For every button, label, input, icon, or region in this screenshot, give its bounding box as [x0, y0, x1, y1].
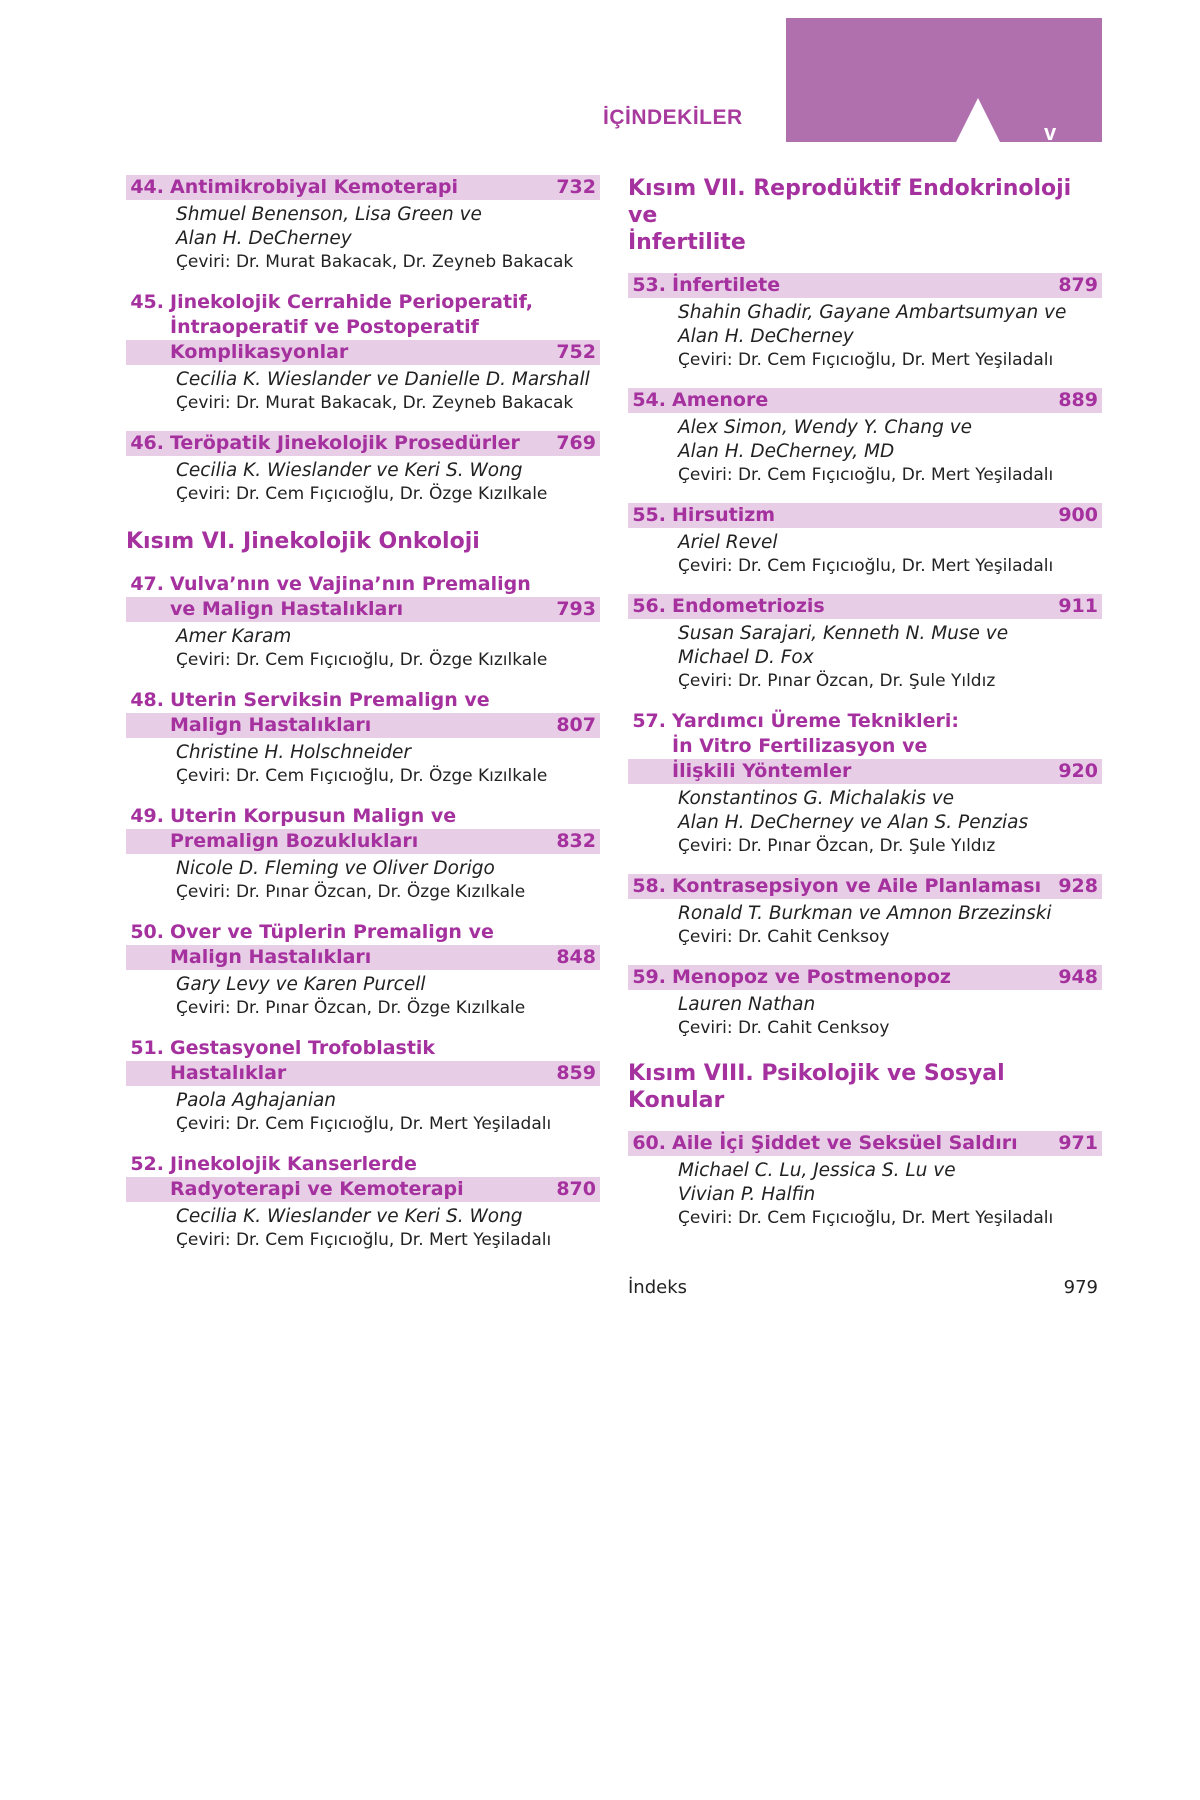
- chapter-title-row[interactable]: [126, 1152, 600, 1177]
- chapter-authors: Cecilia K. Wieslander ve Keri S. Wong: [176, 460, 523, 481]
- chapter-title-row[interactable]: [126, 340, 600, 365]
- toc-entry-47[interactable]: [126, 572, 600, 672]
- chapter-number: 48.: [130, 689, 164, 711]
- chapter-number: 60.: [632, 1132, 666, 1154]
- chapter-number: 59.: [632, 966, 666, 988]
- chapter-number: 54.: [632, 389, 666, 411]
- toc-entry-50[interactable]: [126, 920, 600, 1020]
- chapter-title-row[interactable]: [628, 1131, 1102, 1156]
- toc-entry-55[interactable]: [628, 503, 1102, 578]
- chapter-number: 46.: [130, 432, 164, 454]
- chapter-title: Endometriozis: [672, 595, 825, 617]
- chapter-title-row[interactable]: [126, 572, 600, 597]
- chapter-title: Teröpatik Jinekolojik Prosedürler: [170, 432, 520, 454]
- part-heading: [628, 175, 1102, 256]
- chapter-authors: Michael D. Fox: [678, 647, 814, 668]
- chapter-title-row[interactable]: [126, 290, 600, 315]
- chapter-title-row[interactable]: [628, 594, 1102, 619]
- chapter-title: Amenore: [672, 389, 769, 411]
- chapter-number: 44.: [130, 176, 164, 198]
- toc-entry-45[interactable]: [126, 290, 600, 415]
- chapter-authors: Vivian P. Halfin: [678, 1184, 816, 1205]
- toc-entry-49[interactable]: [126, 804, 600, 904]
- chapter-page: 948: [1058, 966, 1098, 988]
- chapter-title: Malign Hastalıkları: [170, 946, 372, 968]
- chapter-title: Hirsutizm: [672, 504, 776, 526]
- chapter-authors: Susan Sarajari, Kenneth N. Muse ve: [678, 623, 1009, 644]
- chapter-translators: Çeviri: Dr. Pınar Özcan, Dr. Özge Kızılkale: [176, 998, 526, 1018]
- chapter-title: Komplikasyonlar: [170, 341, 349, 363]
- chapter-translators: Çeviri: Dr. Pınar Özcan, Dr. Özge Kızılkale: [176, 882, 526, 902]
- chapter-page: 859: [556, 1062, 596, 1084]
- toc-entry-52[interactable]: [126, 1152, 600, 1252]
- chapter-authors: Nicole D. Fleming ve Oliver Dorigo: [176, 858, 495, 879]
- chapter-title: Radyoterapi ve Kemoterapi: [170, 1178, 464, 1200]
- chapter-number: 50.: [130, 921, 164, 943]
- chapter-title-row[interactable]: [126, 1061, 600, 1086]
- chapter-translators: Çeviri: Dr. Cem Fıçıcıoğlu, Dr. Mert Yeşiladalı: [678, 556, 1054, 576]
- toc-entry-53[interactable]: [628, 273, 1102, 372]
- chapter-translators: Çeviri: Dr. Cem Fıçıcıoğlu, Dr. Mert Yeşiladalı: [678, 350, 1054, 370]
- part-heading: Kısım VIII. Psikolojik ve Sosyal Konular: [628, 1061, 1005, 1113]
- chapter-title-row[interactable]: [628, 709, 1102, 734]
- chapter-title: İlişkili Yöntemler: [672, 760, 852, 782]
- chapter-translators: Çeviri: Dr. Cem Fıçıcıoğlu, Dr. Özge Kızılkale: [176, 484, 548, 504]
- chapter-authors: Alex Simon, Wendy Y. Chang ve: [678, 417, 973, 438]
- toc-entry-51[interactable]: [126, 1036, 600, 1136]
- chapter-authors: Shmuel Benenson, Lisa Green ve: [176, 204, 482, 225]
- chapter-number: 57.: [632, 710, 666, 732]
- chapter-authors: Ronald T. Burkman ve Amnon Brzezinski: [678, 903, 1052, 924]
- chapter-title: Aile İçi Şiddet ve Seksüel Saldırı: [672, 1132, 1018, 1154]
- toc-entry-44[interactable]: [126, 175, 600, 274]
- chapter-authors: Gary Levy ve Karen Purcell: [176, 974, 426, 995]
- chapter-page: 870: [556, 1178, 596, 1200]
- chapter-authors: Paola Aghajanian: [176, 1090, 337, 1111]
- chapter-page: 920: [1058, 760, 1098, 782]
- chapter-title-row[interactable]: [126, 920, 600, 945]
- chapter-title: Jinekolojik Cerrahide Perioperatif,: [170, 291, 534, 313]
- page-title: İÇİNDEKİLER: [603, 106, 743, 129]
- chapter-authors: Alan H. DeCherney: [678, 326, 854, 347]
- chapter-title-row[interactable]: [628, 388, 1102, 413]
- chapter-authors: Michael C. Lu, Jessica S. Lu ve: [678, 1160, 956, 1181]
- chapter-title-row[interactable]: [126, 175, 600, 200]
- part-heading: Kısım VI. Jinekolojik Onkoloji: [126, 529, 480, 554]
- chapter-authors: Ariel Revel: [678, 532, 778, 553]
- chapter-title-row[interactable]: [126, 829, 600, 854]
- chapter-page: 889: [1058, 389, 1098, 411]
- chapter-title: İntraoperatif ve Postoperatif: [170, 316, 479, 338]
- chapter-page: 971: [1058, 1132, 1098, 1154]
- chapter-title-row[interactable]: [126, 431, 600, 456]
- chapter-page: 911: [1058, 595, 1098, 617]
- chapter-title: Uterin Korpusun Malign ve: [170, 805, 457, 827]
- chapter-title: İn Vitro Fertilizasyon ve: [672, 735, 928, 757]
- chapter-title: Uterin Serviksin Premalign ve: [170, 689, 490, 711]
- toc-entry-48[interactable]: [126, 688, 600, 788]
- chapter-title: Antimikrobiyal Kemoterapi: [170, 176, 459, 198]
- chapter-title-row[interactable]: [126, 945, 600, 970]
- right-column: [628, 175, 1102, 1300]
- chapter-title: Gestasyonel Trofoblastik: [170, 1037, 436, 1059]
- chapter-translators: Çeviri: Dr. Cem Fıçıcıoğlu, Dr. Özge Kızılkale: [176, 766, 548, 786]
- chapter-page: 900: [1058, 504, 1098, 526]
- chapter-page: 769: [556, 432, 596, 454]
- chapter-number: 52.: [130, 1153, 164, 1175]
- chapter-number: 51.: [130, 1037, 164, 1059]
- chapter-authors: Alan H. DeCherney ve Alan S. Penzias: [678, 812, 1029, 833]
- chapter-title-row[interactable]: [126, 1177, 600, 1202]
- chapter-title: Yardımcı Üreme Teknikleri:: [672, 710, 960, 732]
- chapter-authors: Christine H. Holschneider: [176, 742, 411, 763]
- chapter-number: 58.: [632, 875, 666, 897]
- chapter-title-row[interactable]: [126, 804, 600, 829]
- chapter-title: Menopoz ve Postmenopoz: [672, 966, 951, 988]
- chapter-translators: Çeviri: Dr. Murat Bakacak, Dr. Zeyneb Bakacak: [176, 252, 574, 272]
- chapter-number: 53.: [632, 274, 666, 296]
- chapter-page: 879: [1058, 274, 1098, 296]
- chapter-number: 56.: [632, 595, 666, 617]
- chapter-authors: Konstantinos G. Michalakis ve: [678, 788, 955, 809]
- chapter-number: 45.: [130, 291, 164, 313]
- chapter-translators: Çeviri: Dr. Cahit Cenksoy: [678, 1018, 890, 1038]
- chapter-page: 732: [556, 176, 596, 198]
- index-label: İndeks: [628, 1277, 688, 1298]
- chapter-title-row[interactable]: [126, 1036, 600, 1061]
- chapter-page: 928: [1058, 875, 1098, 897]
- chapter-title: ve Malign Hastalıkları: [170, 598, 404, 620]
- chapter-authors: Lauren Nathan: [678, 994, 816, 1015]
- toc-entry-46[interactable]: [126, 431, 600, 506]
- chapter-page: 793: [556, 598, 596, 620]
- chapter-title-row[interactable]: [126, 713, 600, 738]
- chapter-page: 752: [556, 341, 596, 363]
- index-page: 979: [1063, 1277, 1098, 1298]
- chapter-title: Premalign Bozuklukları: [170, 830, 419, 852]
- chapter-translators: Çeviri: Dr. Pınar Özcan, Dr. Şule Yıldız: [678, 836, 996, 856]
- chapter-page: 848: [556, 946, 596, 968]
- chapter-title-row[interactable]: [628, 965, 1102, 990]
- toc-entry-60[interactable]: [628, 1131, 1102, 1230]
- toc-entry-index[interactable]: [628, 1276, 1102, 1300]
- chapter-title: Malign Hastalıkları: [170, 714, 372, 736]
- chapter-number: 49.: [130, 805, 164, 827]
- toc-entry-59[interactable]: [628, 965, 1102, 1040]
- chapter-title-row[interactable]: [628, 503, 1102, 528]
- chapter-translators: Çeviri: Dr. Pınar Özcan, Dr. Şule Yıldız: [678, 671, 996, 691]
- chapter-title: İnfertilete: [672, 274, 781, 296]
- chapter-authors: Shahin Ghadir, Gayane Ambartsumyan ve: [678, 302, 1067, 323]
- chapter-title-row[interactable]: [126, 597, 600, 622]
- part-heading-line: İnfertilite: [628, 230, 746, 255]
- chapter-authors: Cecilia K. Wieslander ve Keri S. Wong: [176, 1206, 523, 1227]
- toc-entry-58[interactable]: [628, 874, 1102, 949]
- chapter-authors: Alan H. DeCherney: [176, 228, 352, 249]
- chapter-authors: Alan H. DeCherney, MD: [678, 441, 895, 462]
- chapter-title: Over ve Tüplerin Premalign ve: [170, 921, 494, 943]
- toc-entry-56[interactable]: [628, 594, 1102, 693]
- toc-entry-57[interactable]: [628, 709, 1102, 858]
- chapter-title-row[interactable]: [126, 688, 600, 713]
- chapter-title: Hastalıklar: [170, 1062, 287, 1084]
- chapter-title: Vulva’nın ve Vajina’nın Premalign: [170, 573, 531, 595]
- chapter-title-row[interactable]: [628, 874, 1102, 899]
- triangle-icon: [956, 98, 1000, 142]
- chapter-title-row[interactable]: [628, 273, 1102, 298]
- chapter-number: 47.: [130, 573, 164, 595]
- chapter-translators: Çeviri: Dr. Cem Fıçıcıoğlu, Dr. Mert Yeşiladalı: [176, 1114, 552, 1134]
- chapter-translators: Çeviri: Dr. Murat Bakacak, Dr. Zeyneb Bakacak: [176, 393, 574, 413]
- chapter-translators: Çeviri: Dr. Cahit Cenksoy: [678, 927, 890, 947]
- chapter-translators: Çeviri: Dr. Cem Fıçıcıoğlu, Dr. Mert Yeşiladalı: [176, 1230, 552, 1250]
- page-number: v: [1044, 120, 1057, 145]
- chapter-page: 807: [556, 714, 596, 736]
- chapter-authors: Amer Karam: [176, 626, 292, 647]
- chapter-translators: Çeviri: Dr. Cem Fıçıcıoğlu, Dr. Mert Yeşiladalı: [678, 465, 1054, 485]
- chapter-title: Kontrasepsiyon ve Aile Planlaması: [672, 875, 1042, 897]
- left-column: [126, 175, 600, 1268]
- chapter-title-row[interactable]: [126, 315, 600, 340]
- chapter-title-row[interactable]: [628, 759, 1102, 784]
- chapter-title-row[interactable]: [628, 734, 1102, 759]
- chapter-page: 832: [556, 830, 596, 852]
- header-tab: [786, 18, 1102, 145]
- part-heading-line: Kısım VII. Reprodüktif Endokrinoloji ve: [628, 176, 1072, 228]
- chapter-number: 55.: [632, 504, 666, 526]
- chapter-authors: Cecilia K. Wieslander ve Danielle D. Marshall: [176, 369, 590, 390]
- chapter-title: Jinekolojik Kanserlerde: [170, 1153, 417, 1175]
- chapter-translators: Çeviri: Dr. Cem Fıçıcıoğlu, Dr. Özge Kızılkale: [176, 650, 548, 670]
- chapter-translators: Çeviri: Dr. Cem Fıçıcıoğlu, Dr. Mert Yeşiladalı: [678, 1208, 1054, 1228]
- toc-entry-54[interactable]: [628, 388, 1102, 487]
